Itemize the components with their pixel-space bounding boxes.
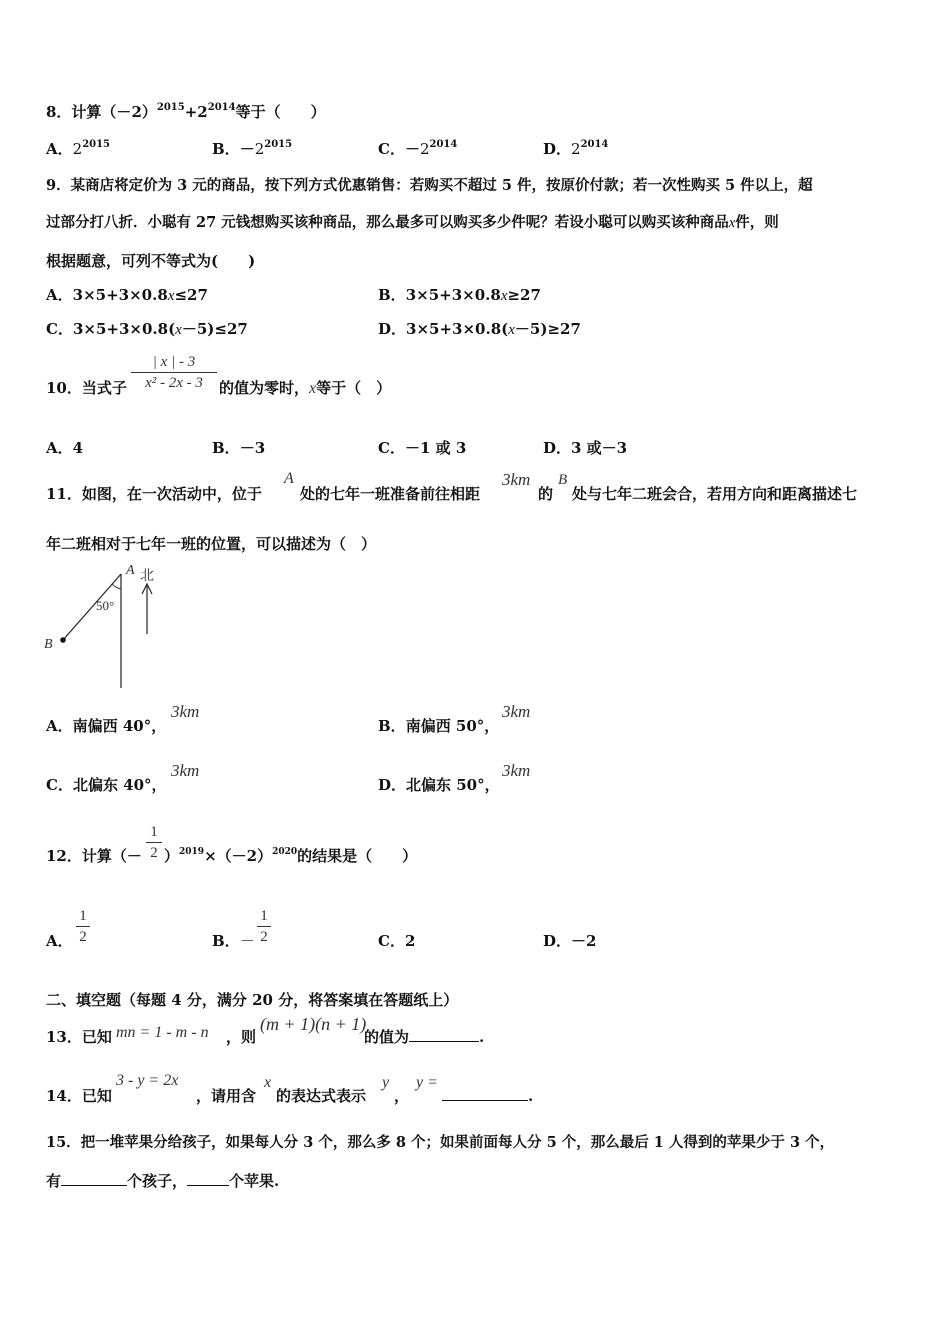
- figure-label-b: B: [44, 637, 53, 652]
- option-text: －3: [239, 439, 266, 457]
- figure-label-angle: 50°: [96, 598, 115, 613]
- q11-direction-figure: [40, 562, 170, 692]
- q12-stem-b: [164, 846, 417, 869]
- q15-text: 个孩子，: [127, 1172, 188, 1190]
- option-exponent: 2015: [82, 139, 111, 150]
- q8-text: 8．计算（－2）: [46, 103, 157, 121]
- q12-text: ）: [164, 847, 180, 865]
- q11-option-b[interactable]: [378, 716, 499, 736]
- option-label: A．: [46, 717, 73, 735]
- q10-variable: x: [309, 380, 317, 397]
- option-base: 2: [571, 140, 581, 158]
- option-label: C．: [378, 439, 405, 457]
- q13-expression: (m + 1)(n + 1): [260, 1014, 367, 1034]
- q8-option-b[interactable]: [212, 139, 292, 162]
- q15-text: 有: [46, 1172, 62, 1190]
- option-sign: －: [239, 932, 255, 950]
- option-label: D．: [543, 140, 572, 158]
- option-label: C．: [378, 140, 405, 158]
- angle-arc: [112, 584, 121, 589]
- option-text: 3×5+3×0.8(: [72, 320, 176, 338]
- fraction-denominator: 2: [79, 929, 87, 945]
- option-text: －2: [571, 932, 597, 950]
- option-base: 2: [254, 140, 265, 158]
- q8-text: +2: [184, 103, 208, 121]
- q14-stem-b: ，请用含: [196, 1087, 257, 1105]
- option-label: A．: [46, 140, 73, 158]
- fraction-denominator: 2: [260, 929, 268, 945]
- q11-option-d-distance: 3km: [502, 761, 531, 780]
- q10-option-c[interactable]: [378, 438, 466, 458]
- option-variable: x: [500, 288, 508, 304]
- q9-option-d[interactable]: [378, 319, 581, 340]
- fraction-numerator: 1: [260, 908, 268, 924]
- option-sign: －: [404, 140, 420, 158]
- q12-option-b-fraction: [257, 906, 271, 947]
- q10-option-b[interactable]: [212, 438, 265, 458]
- option-label: B．: [378, 286, 406, 304]
- q14-variable-y: y: [382, 1074, 390, 1091]
- option-label: A．: [46, 439, 73, 457]
- q9-text: 过部分打八折．小聪有 27 元钱想购买该种商品，那么最多可以购买多少件呢？若设小聪可以购买该种商品: [46, 214, 729, 231]
- q14-equation-2: y =: [416, 1074, 438, 1091]
- option-label: B．: [212, 140, 240, 158]
- q15-text: 个苹果.: [229, 1172, 280, 1190]
- option-label: C．: [46, 320, 73, 338]
- q12-text: 的结果是（ ）: [297, 847, 418, 865]
- option-label: B．: [212, 932, 240, 950]
- q10-text: 的值为零时，: [219, 379, 310, 397]
- option-exponent: 2014: [580, 139, 609, 150]
- option-text: 北偏东 50°，: [406, 776, 500, 794]
- q14-answer: [442, 1086, 533, 1106]
- q12-fraction: [146, 822, 162, 863]
- q11-point-b-label: B: [558, 472, 568, 488]
- q11-stem-c: 的: [538, 485, 554, 503]
- q12-stem-a: 12．计算（－: [46, 847, 142, 865]
- q14-stem-a: 14．已知: [46, 1087, 112, 1105]
- q15-stem-line-1: 15．把一堆苹果分给孩子，如果每人分 3 个，那么多 8 个；如果前面每人分 5 个，那么最后 1 人得到的苹果少于 3 个，: [46, 1134, 835, 1151]
- q12-option-b[interactable]: [212, 931, 255, 951]
- option-text: 2: [404, 932, 416, 950]
- option-variable: x: [167, 288, 175, 304]
- q10-option-a[interactable]: [46, 438, 83, 458]
- option-variable: x: [175, 322, 182, 338]
- q8-stem: [46, 102, 326, 125]
- q11-option-a-distance: 3km: [171, 702, 200, 721]
- q9-stem-line-2: [46, 213, 779, 233]
- section-2-title: 二、填空题（每题 4 分，满分 20 分，将答案填在答题纸上）: [46, 991, 459, 1009]
- q13-text: .: [479, 1028, 485, 1046]
- option-sign: －: [239, 140, 255, 158]
- q8-exponent-1: 2015: [156, 102, 185, 113]
- q15-children-blank[interactable]: [61, 1171, 127, 1186]
- q14-equation: 3 - y = 2x: [116, 1072, 179, 1089]
- q11-stem-line-2: 年二班相对于七年一班的位置，可以描述为（ ）: [46, 535, 377, 553]
- q8-exponent-2: 2014: [207, 102, 236, 113]
- option-base: 2: [419, 140, 430, 158]
- option-text: 南偏西 50°，: [405, 717, 500, 735]
- figure-label-north: 北: [140, 568, 154, 584]
- q9-stem-line-1: 9．某商店将定价为 3 元的商品，按下列方式优惠销售：若购买不超过 5 件，按原价付款；若一次性购买 5 件以上，超: [46, 177, 813, 194]
- q11-distance: 3km: [502, 470, 531, 489]
- option-text: ≤27: [174, 286, 208, 304]
- fraction-numerator: 1: [150, 824, 158, 840]
- q9-option-a[interactable]: [46, 285, 208, 306]
- option-text: －1 或 3: [404, 439, 467, 457]
- q8-option-c[interactable]: [378, 139, 457, 162]
- option-label: C．: [378, 932, 405, 950]
- figure-label-a: A: [126, 563, 135, 578]
- q13-equation: mn = 1 - m - n: [116, 1024, 209, 1041]
- q14-stem-d: ，: [394, 1087, 410, 1105]
- option-label: B．: [212, 439, 240, 457]
- q12-option-c[interactable]: [378, 931, 415, 951]
- option-exponent: 2015: [264, 139, 293, 150]
- q11-option-d[interactable]: [378, 775, 500, 795]
- option-text: 3×5+3×0.8: [72, 286, 168, 304]
- q14-stem-c: 的表达式表示: [276, 1087, 367, 1105]
- option-label: D．: [543, 932, 572, 950]
- option-label: A．: [46, 286, 73, 304]
- q9-variable: x: [728, 215, 736, 231]
- q15-apples-blank[interactable]: [187, 1171, 229, 1186]
- option-variable: x: [508, 322, 515, 338]
- option-exponent: 2014: [429, 139, 458, 150]
- q9-option-c[interactable]: [46, 319, 248, 340]
- q13-stem-b: ，则: [226, 1028, 257, 1046]
- option-text: －5)≤27: [181, 320, 248, 338]
- option-text: 3×5+3×0.8(: [406, 320, 509, 338]
- q10-fraction: [131, 352, 217, 393]
- q11-option-a[interactable]: [46, 716, 166, 736]
- q10-text: 等于（ ）: [316, 379, 392, 397]
- q11-stem-b: 处的七年一班准备前往相距: [300, 485, 481, 503]
- q11-stem-a: 11．如图，在一次活动中，位于: [46, 485, 262, 503]
- option-text: 3 或－3: [571, 439, 628, 457]
- q8-text: 等于（ ）: [235, 103, 326, 121]
- q11-option-b-distance: 3km: [502, 702, 531, 721]
- option-label: A．: [46, 932, 73, 950]
- q8-option-a[interactable]: [46, 139, 110, 162]
- option-text: 北偏东 40°，: [72, 776, 167, 794]
- q11-point-a-label: A: [284, 470, 294, 487]
- q14-text: .: [528, 1087, 534, 1105]
- q9-option-b[interactable]: [378, 285, 541, 306]
- q12-option-a[interactable]: [46, 931, 73, 951]
- option-label: D．: [378, 320, 407, 338]
- q11-option-c[interactable]: [46, 775, 167, 795]
- q12-text: ×（－2）: [204, 847, 273, 865]
- q12-option-a-fraction: [76, 906, 90, 947]
- q8-option-d[interactable]: [543, 139, 608, 162]
- option-label: C．: [46, 776, 73, 794]
- q13-stem-a: 13．已知: [46, 1028, 112, 1046]
- q9-stem-line-3: 根据题意，可列不等式为( ): [46, 252, 256, 270]
- option-text: 4: [72, 439, 84, 457]
- q13-text: 的值为: [364, 1028, 410, 1046]
- option-text: －5)≥27: [514, 320, 581, 338]
- q14-variable-x: x: [264, 1074, 272, 1091]
- q12-exponent-2: 2020: [272, 847, 298, 857]
- option-label: D．: [378, 776, 407, 794]
- q12-option-d[interactable]: [543, 931, 596, 951]
- point-b: [60, 637, 66, 643]
- q14-answer-blank[interactable]: [442, 1086, 528, 1101]
- q11-stem-d: 处与七年二班会合，若用方向和距离描述七: [572, 485, 858, 503]
- q10-stem-b: [219, 378, 391, 399]
- q12-exponent-1: 2019: [179, 847, 205, 857]
- option-text: 南偏西 40°，: [72, 717, 167, 735]
- q13-answer-blank[interactable]: [409, 1027, 479, 1042]
- fraction-numerator: 1: [79, 908, 87, 924]
- fraction-denominator: 2: [150, 845, 158, 861]
- fraction-numerator: | x | - 3: [152, 354, 196, 370]
- option-label: D．: [543, 439, 572, 457]
- q13-stem-c: [364, 1027, 484, 1047]
- q11-option-c-distance: 3km: [171, 761, 200, 780]
- fraction-denominator: x² - 2x - 3: [145, 375, 203, 391]
- option-label: B．: [378, 717, 406, 735]
- q10-option-d[interactable]: [543, 438, 627, 458]
- option-text: ≥27: [507, 286, 541, 304]
- option-text: 3×5+3×0.8: [405, 286, 501, 304]
- option-base: 2: [72, 140, 83, 158]
- q9-text: 件，则: [735, 214, 779, 231]
- q10-stem-a: 10．当式子: [46, 379, 127, 397]
- q15-stem-line-2: [46, 1171, 279, 1191]
